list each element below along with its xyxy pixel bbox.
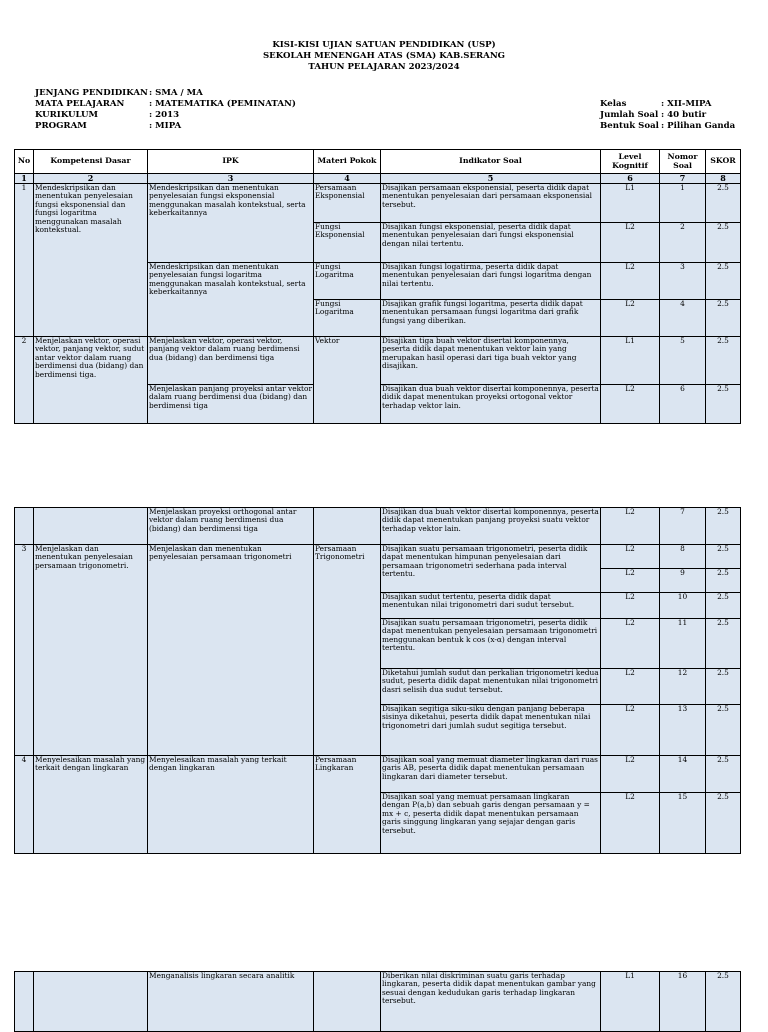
meta-jenjang: JENJANG PENDIDIKAN : SMA / MA [35,88,203,98]
table-row: 3 Menjelaskan dan menentukan penyelesaian persamaan trigonometri. Menjelaskan dan menentukan penyelesaian persamaan trigonometri Persamaan Trigonometri Disajikan suatu persamaan trigonometri, peserta didik dapat menentukan himpunan penyelesaian dari persamaan trigonometri sederhana pada interval tertentu. L2 8 2.5 [15,545,741,569]
table-row: Menjelaskan panjang proyeksi antar vektor dalam ruang berdimensi dua (bidang) dan berdimensi tiga Disajikan dua buah vektor disertai komponennya, peserta didik dapat menentukan proyeksi ortogonal vektor terhadap vektor lain. L2 6 2.5 [15,385,741,424]
table-row: 4 Menyelesaikan masalah yang terkait dengan lingkaran Menyelesaikan masalah yang terkait dengan lingkaran Persamaan Lingkaran Disajikan soal yang memuat diameter lingkaran dari ruas garis AB, peserta didik dapat menentukan persamaan lingkaran dari diameter tersebut. L2 14 2.5 [15,756,741,793]
table-row: Disajikan suatu persamaan trigonometri, peserta didik dapat menentukan penyelesaian persamaan trigonometri menggunakan bentuk k cos (x-α) dengan interval tertentu. L2 11 2.5 [15,619,741,669]
table-row: Fungsi Logaritma Disajikan grafik fungsi logaritma, peserta didik dapat menentukan persamaan fungsi logaritma dari grafik fungsi yang diberikan. L2 4 2.5 [15,300,741,337]
col-header-ipk: IPK [148,150,314,174]
col-header-level: Level Kognitif [601,150,660,174]
meta-program: PROGRAM : MIPA [35,121,182,131]
table-row: Diketahui jumlah sudut dan perkalian trigonometri kedua sudut, peserta didik dapat menentukan nilai trigonometri dasri selisih dua sudut tersebut. L2 12 2.5 [15,669,741,705]
meta-bentuk-soal: Bentuk Soal : Pilihan Ganda [600,121,736,131]
table-row: Fungsi Eksponensial Disajikan fungsi eksponensial, peserta didik dapat menentukan penyelesaian dari fungsi eksponensial dengan nilai tertentu. L2 2 2.5 [15,223,741,263]
table-row: Menganalisis lingkaran secara analitik Diberikan nilai diskriminan suatu garis terhadap lingkaran, peserta didik dapat menentukan gambar yang sesuai dengan kedudukan garis terhadap lingkaran tersebut. L1 16 2.5 [15,972,741,1032]
col-header-indikator: Indikator Soal [381,150,601,174]
table-row: Disajikan sudut tertentu, peserta didik dapat menentukan nilai trigonometri dari sudut tersebut. L2 10 2.5 [15,593,741,619]
table-row: Disajikan segitiga siku-siku dengan panjang beberapa sisinya diketahui, peserta didik dapat menentukan nilai trigonometri dari jumlah sudut segitiga tersebut. L2 13 2.5 [15,705,741,756]
table-row: L2 9 2.5 [15,569,741,593]
col-header-kd: Kompetensi Dasar [34,150,148,174]
meta-kurikulum: KURIKULUM : 2013 [35,110,180,120]
kisi-table-part-2 [14,507,741,854]
title-line-2: SEKOLAH MENENGAH ATAS (SMA) KAB.SERANG [262,51,506,61]
table-row: Menjelaskan proyeksi orthogonal antar vektor dalam ruang berdimensi dua (bidang) dan berdimensi tiga Disajikan dua buah vektor disertai komponennya, peserta didik dapat menentukan panjang proyeksi suatu vektor terhadap vektor lain. L2 7 2.5 [15,508,741,545]
table-row: 1 Mendeskripsikan dan menentukan penyelesaian fungsi eksponensial dan fungsi logaritma menggunakan masalah kontekstual. Mendeskripsikan dan menentukan penyelesaian fungsi eksponensial menggunakan masalah kontekstual, serta keberkaitannya Persamaan Eksponensial Disajikan persamaan eksponensial, peserta didik dapat menentukan penyelesaian dari persamaan eksponensial tersebut. L1 1 2.5 [15,184,741,223]
col-header-no: No [15,150,34,174]
meta-left [35,88,296,132]
table-row: Mendeskripsikan dan menentukan penyelesaian fungsi logaritma menggunakan masalah kontekstual, serta keberkaitannya Fungsi Logaritma Disajikan fungsi logatirma, peserta didik dapat menentukan penyelesaian dari fungsi logaritma dengan nilai tertentu. L2 3 2.5 [15,263,741,300]
kisi-table-part-3 [14,971,741,1032]
table-row: Disajikan soal yang memuat persamaan lingkaran dengan P(a,b) dan sebuah garis dengan persamaan y = mx + c, peserta didik dapat menentukan persamaan garis singgung lingkaran yang sejajar dengan garis tersebut. L2 15 2.5 [15,793,741,854]
title-line-1: KISI-KISI UJIAN SATUAN PENDIDIKAN (USP) [272,40,496,50]
document-title [0,40,768,73]
kisi-table-part-1 [14,149,741,424]
table-row: 2 Menjelaskan vektor, operasi vektor, panjang vektor, sudut antar vektor dalam ruang berdimensi dua (bidang) dan berdimensi tiga. Menjelaskan vektor, operasi vektor, panjang vektor dalam ruang berdimensi dua (bidang) dan berdimensi tiga Vektor Disajikan tiga buah vektor disertai komponennya, peserta didik dapat menentukan vektor lain yang merupakan hasil operasi dari tiga buah vektor yang disajikan. L1 5 2.5 [15,337,741,385]
meta-jumlah-soal: Jumlah Soal : 40 butir [600,110,707,120]
meta-mapel: MATA PELAJARAN : MATEMATIKA (PEMINATAN) [35,99,296,109]
col-header-skor: SKOR [706,150,741,174]
meta-right [600,99,735,132]
meta-kelas: Kelas : XII-MIPA [600,99,712,109]
table-header-row [15,150,741,174]
title-line-3: TAHUN PELAJARAN 2023/2024 [308,62,460,72]
column-number-row: 1 2 3 4 5 6 7 8 [15,174,741,184]
col-header-nomor: Nomor Soal [660,150,706,174]
col-header-materi: Materi Pokok [314,150,381,174]
